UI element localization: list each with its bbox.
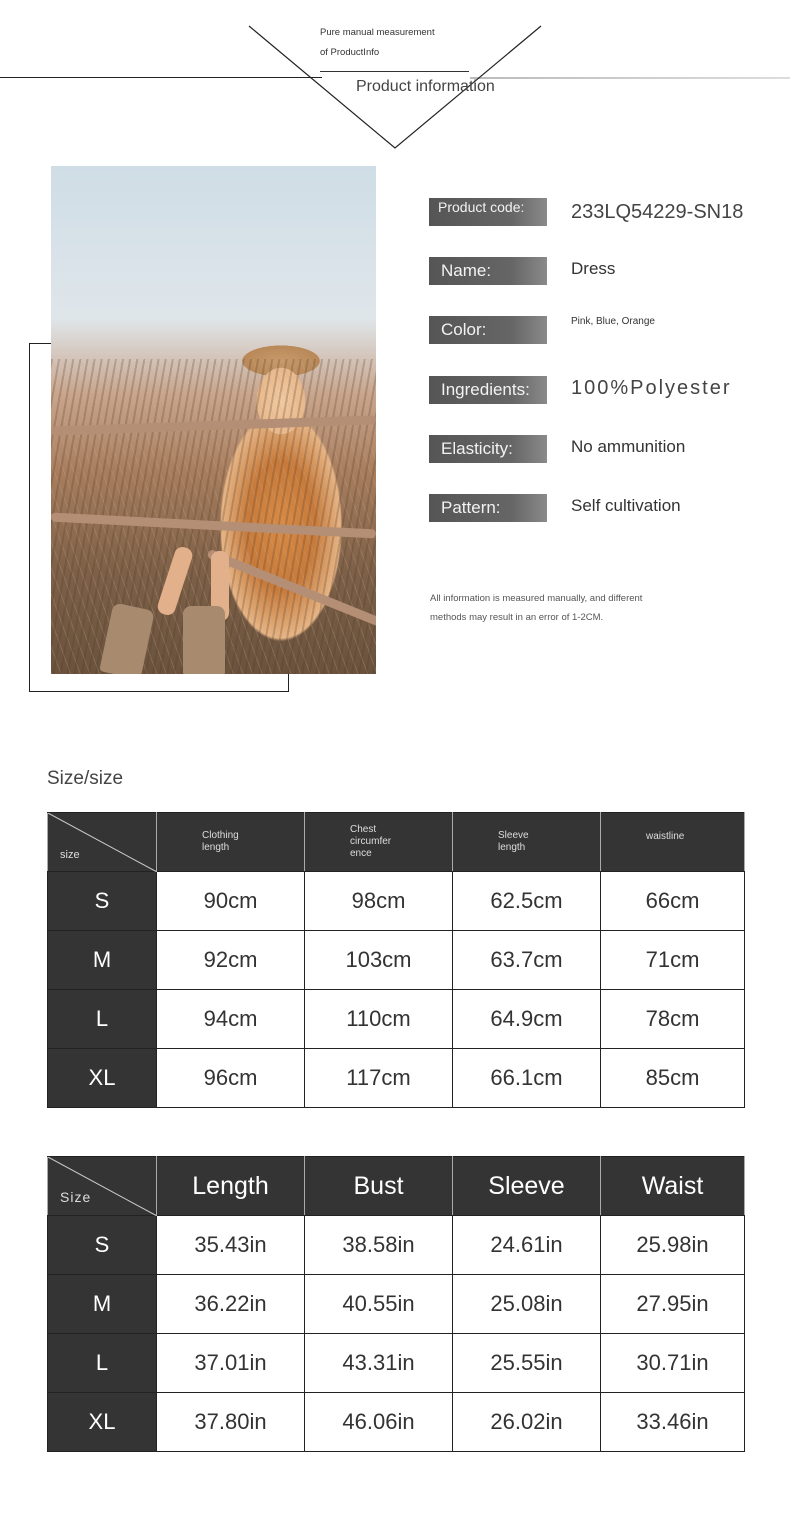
header-subtitle-line1: Pure manual measurement: [320, 27, 435, 38]
table-cell: 37.80in: [157, 1393, 305, 1452]
table-cell: 103cm: [305, 931, 453, 990]
column-header-waistline: [601, 813, 745, 872]
table-cell: 78cm: [601, 990, 745, 1049]
table-cell: 43.31in: [305, 1334, 453, 1393]
row-size-label: S: [48, 1216, 157, 1275]
size-table-cm: [47, 812, 745, 1108]
info-value-pattern: Self cultivation: [571, 496, 681, 515]
row-size-label: XL: [48, 1049, 157, 1108]
table-row: [48, 990, 745, 1049]
header-line: circumfer: [350, 836, 392, 847]
table-row: [48, 1216, 745, 1275]
table-cell: 24.61in: [453, 1216, 601, 1275]
info-label-pattern: Pattern:: [429, 494, 547, 522]
info-label-ingredients: Ingredients:: [429, 376, 547, 404]
table-cell: 33.46in: [601, 1393, 745, 1452]
table-cell: 66cm: [601, 872, 745, 931]
header-line: Chest: [350, 824, 377, 835]
table-row: [48, 931, 745, 990]
size-table-inches: [47, 1156, 745, 1452]
table-corner-cell: [48, 1157, 157, 1216]
table-cell: 40.55in: [305, 1275, 453, 1334]
table-row: [48, 1393, 745, 1452]
table-cell: 25.98in: [601, 1216, 745, 1275]
table-cell: 90cm: [157, 872, 305, 931]
table-cell: 63.7cm: [453, 931, 601, 990]
table-cell: 27.95in: [601, 1275, 745, 1334]
table-cell: 96cm: [157, 1049, 305, 1108]
header-line: Clothing: [202, 830, 239, 841]
info-value-ingredients: 100%Polyester: [571, 377, 732, 399]
table-row: [48, 872, 745, 931]
header-underline: [320, 71, 469, 72]
header-line: Sleeve: [498, 830, 529, 841]
column-header-length: Length: [157, 1157, 305, 1216]
table-cell: 94cm: [157, 990, 305, 1049]
table-cell: 66.1cm: [453, 1049, 601, 1108]
row-size-label: M: [48, 1275, 157, 1334]
header-line: waistline: [646, 831, 685, 842]
measurement-note-line2: methods may result in an error of 1-2CM.: [430, 612, 604, 623]
measurement-note-line1: All information is measured manually, and different: [430, 593, 643, 604]
table-cell: 62.5cm: [453, 872, 601, 931]
table-corner-cell: [48, 813, 157, 872]
table-cell: 71cm: [601, 931, 745, 990]
header-subtitle-line2: of ProductInfo: [320, 47, 380, 58]
row-size-label: L: [48, 990, 157, 1049]
header-line: length: [202, 842, 230, 853]
table-row: [48, 1275, 745, 1334]
row-size-label: XL: [48, 1393, 157, 1452]
corner-label: Size: [60, 1189, 92, 1205]
product-photo: [51, 166, 376, 674]
column-header-sleeve: Sleeve: [453, 1157, 601, 1216]
size-section-title: Size/size: [47, 768, 124, 789]
column-header-bust: Bust: [305, 1157, 453, 1216]
table-cell: 37.01in: [157, 1334, 305, 1393]
table-row: [48, 1334, 745, 1393]
row-size-label: M: [48, 931, 157, 990]
table-cell: 64.9cm: [453, 990, 601, 1049]
table-cell: 25.08in: [453, 1275, 601, 1334]
page-title: Product information: [356, 78, 495, 95]
table-cell: 35.43in: [157, 1216, 305, 1275]
header-line: ence: [350, 848, 372, 859]
table-cell: 46.06in: [305, 1393, 453, 1452]
diagonal-divider-icon: [48, 1157, 157, 1216]
column-header-sleeve-length: [453, 813, 601, 872]
table-cell: 117cm: [305, 1049, 453, 1108]
info-value-color: Pink, Blue, Orange: [571, 316, 655, 327]
header-line: length: [498, 842, 526, 853]
table-cell: 98cm: [305, 872, 453, 931]
table-cell: 85cm: [601, 1049, 745, 1108]
table-cell: 110cm: [305, 990, 453, 1049]
diagonal-divider-icon: [48, 813, 157, 872]
info-value-product-code: 233LQ54229-SN18: [571, 201, 744, 223]
info-label-color: Color:: [429, 316, 547, 344]
table-cell: 25.55in: [453, 1334, 601, 1393]
info-label-elasticity: Elasticity:: [429, 435, 547, 463]
table-header-row: [48, 1157, 745, 1216]
info-label-product-code: Product code:: [429, 198, 547, 226]
column-header-clothing-length: [157, 813, 305, 872]
table-cell: 26.02in: [453, 1393, 601, 1452]
table-header-row: [48, 813, 745, 872]
column-header-chest: [305, 813, 453, 872]
info-value-elasticity: No ammunition: [571, 437, 686, 456]
table-cell: 38.58in: [305, 1216, 453, 1275]
photo-boot: [183, 606, 225, 674]
info-value-name: Dress: [571, 259, 616, 278]
table-cell: 92cm: [157, 931, 305, 990]
table-cell: 30.71in: [601, 1334, 745, 1393]
corner-label: size: [60, 849, 80, 861]
table-row: [48, 1049, 745, 1108]
table-cell: 36.22in: [157, 1275, 305, 1334]
info-label-name: Name:: [429, 257, 547, 285]
row-size-label: S: [48, 872, 157, 931]
row-size-label: L: [48, 1334, 157, 1393]
column-header-waist: Waist: [601, 1157, 745, 1216]
